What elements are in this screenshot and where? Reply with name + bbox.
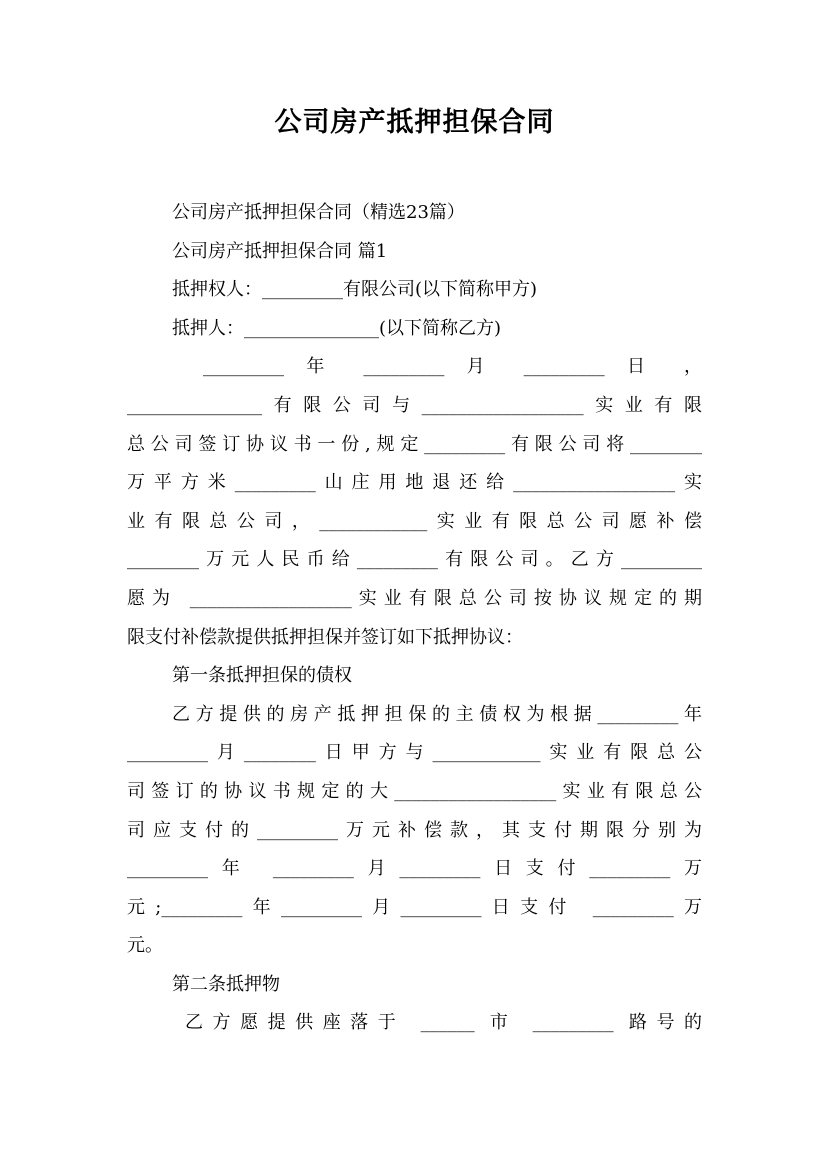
- paragraph-line: 限支付补偿款提供抵押担保并签订如下抵押协议：: [127, 626, 523, 648]
- paragraph-line: 乙方提供的房产抵押担保的主债权为根据_________年: [172, 703, 702, 725]
- subtitle-line: 公司房产抵押担保合同（精选23篇）: [172, 202, 465, 223]
- paragraph-line: 万平方米_________山庄用地退还给__________________实: [127, 472, 702, 494]
- section-heading: 公司房产抵押担保合同 篇1: [172, 240, 388, 262]
- article-heading: 第一条抵押担保的债权: [172, 665, 352, 687]
- mortgagee-line: 抵押权人：_________有限公司(以下简称甲方): [172, 279, 538, 301]
- paragraph-line: 业有限总公司，____________实业有限总公司愿补偿: [127, 510, 702, 532]
- paragraph-line: _________ 年 _________ 月 _________ 日 ，: [203, 356, 702, 378]
- document-body: [127, 194, 702, 1043]
- paragraph-line: 司应支付的_________万元补偿款，其支付期限分别为: [127, 819, 702, 841]
- article-heading: 第二条抵押物: [172, 973, 280, 995]
- document-page: [127, 96, 702, 1043]
- paragraph-line: ________万元人民币给_________有限公司。乙方_________: [127, 549, 702, 571]
- paragraph-line: 乙方愿提供座落于 ______ 市 _________ 路号的: [185, 1012, 702, 1034]
- paragraph-line: _______________有限公司与__________________实业有限: [127, 394, 702, 416]
- paragraph-line: 总公司签订协议书一份,规定_________有限公司将________: [127, 433, 702, 455]
- paragraph-line: _________月________日甲方与____________实业有限总公: [127, 742, 702, 764]
- mortgagor-line: 抵押人：_______________(以下简称乙方): [172, 317, 502, 339]
- paragraph-line: 愿为 __________________实业有限总公司按协议规定的期: [127, 587, 702, 609]
- paragraph-line: 司签订的协议书规定的大__________________实业有限总公: [127, 780, 702, 802]
- paragraph-line: _________年 _________月_________日支付_________万: [127, 858, 702, 880]
- paragraph-line: 元。: [127, 935, 163, 957]
- document-title: 公司房产抵押担保合同: [274, 107, 555, 138]
- paragraph-line: 元;_________年_________月_________日支付 _________万: [127, 896, 702, 918]
